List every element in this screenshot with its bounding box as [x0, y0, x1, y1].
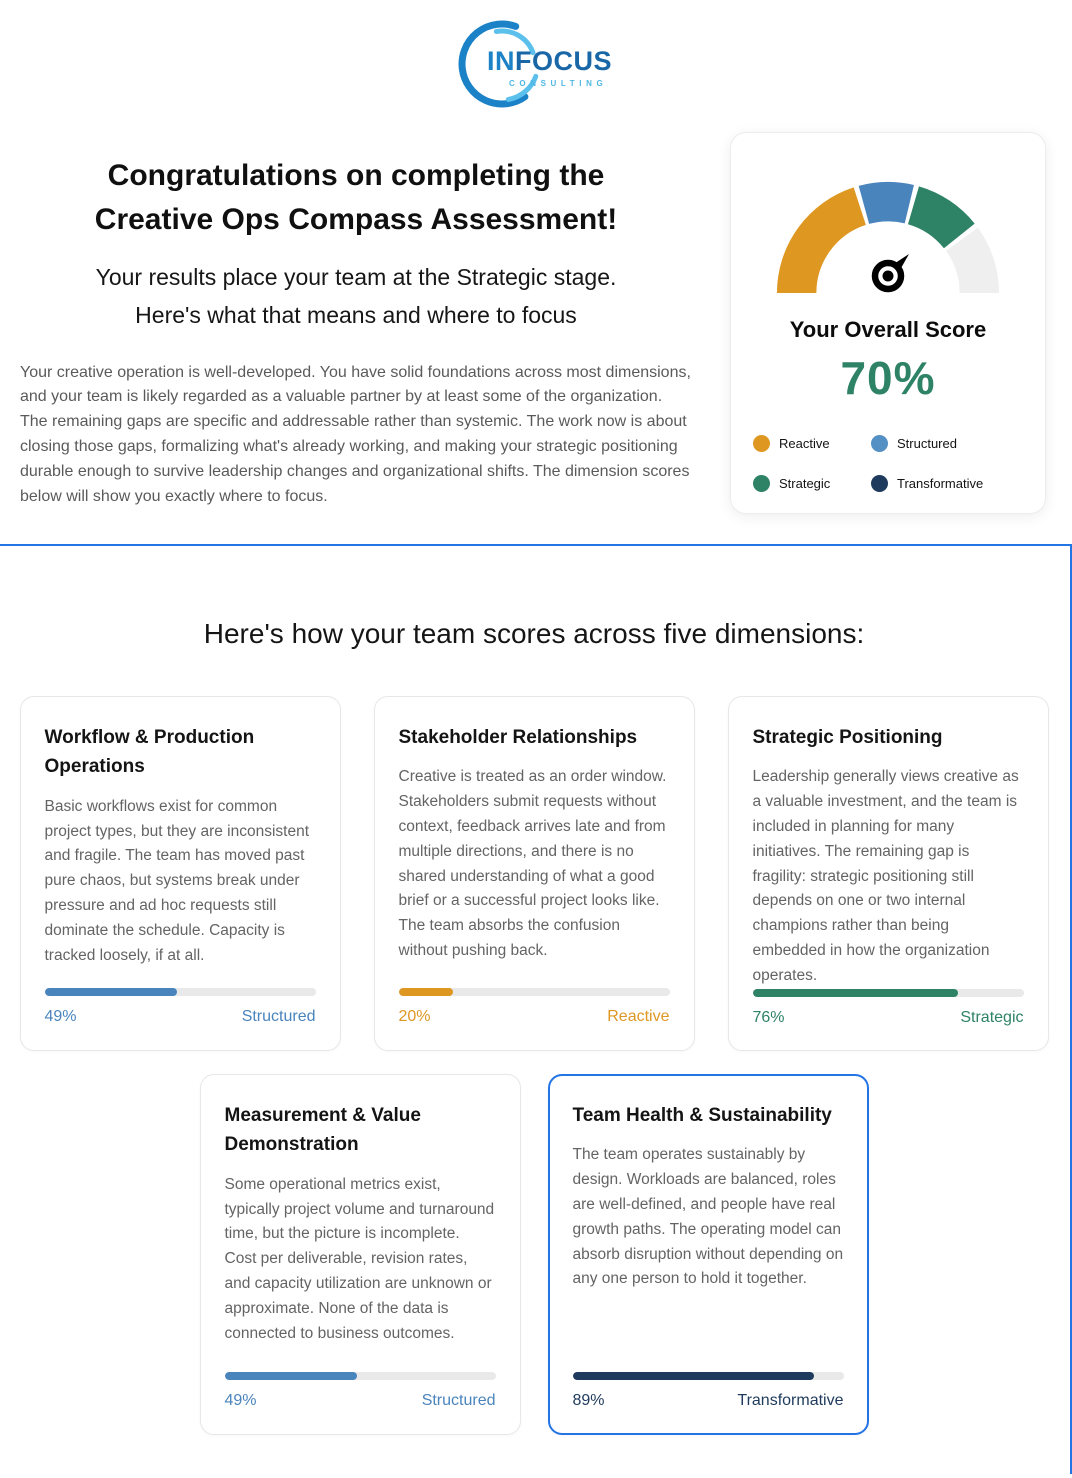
stage-subtitle	[20, 258, 692, 334]
progress-labels	[225, 1392, 496, 1410]
progress-fill	[225, 1372, 358, 1380]
stage-label: Structured	[421, 1392, 496, 1409]
score-gauge-box	[763, 167, 1013, 295]
legend-item-transformative	[871, 475, 1023, 492]
logo-tagline: CONSULTING	[509, 79, 608, 88]
legend-item-strategic	[753, 475, 871, 492]
stage-label: Structured	[241, 1008, 316, 1025]
score-card-title: Your Overall Score	[789, 317, 987, 342]
progress-track	[753, 989, 1024, 997]
score-percent: 20%	[398, 1008, 431, 1025]
progress-track	[399, 988, 670, 996]
logo-brand-focus: FOCUS	[515, 46, 612, 76]
score-percent: 49%	[44, 1008, 77, 1025]
progress-fill	[573, 1372, 814, 1380]
dimension-title: Strategic Positioning	[752, 727, 943, 748]
stage-label: Reactive	[607, 1008, 670, 1025]
legend-label: Reactive	[779, 436, 830, 451]
progress-fill	[399, 988, 453, 996]
stage-label: Transformative	[737, 1392, 844, 1409]
progress-track	[45, 988, 316, 996]
dimension-card-workflow	[20, 696, 341, 1051]
legend-label: Structured	[897, 436, 957, 451]
score-percent: 89%	[572, 1392, 605, 1409]
transformative-dot-icon	[871, 475, 888, 492]
dimension-title: Workflow & Production Operations	[44, 727, 255, 778]
stage-summary-paragraph: Your creative operation is well-developed. You have solid foundations across most dimensions, and your team is likely regarded as a valuable partner by at least some of the organization. The remaining gaps are specific and addressable rather than systemic. The work now is about closing those gaps, formalizing what's already working, and making your strategic positioning durable enough to survive leadership changes and organizational shifts. The dimension scores below will show you exactly where to focus.	[20, 363, 691, 505]
strategic-dot-icon	[753, 475, 770, 492]
dimension-score-block	[225, 1372, 496, 1410]
stage-subtitle-line1: Your results place your team at the Strategic stage.	[95, 264, 617, 291]
progress-track	[225, 1372, 496, 1380]
dimension-score-block	[753, 989, 1024, 1027]
progress-fill	[753, 989, 959, 997]
dimension-score-block	[573, 1372, 844, 1410]
dimension-title: Measurement & Value Demonstration	[224, 1105, 421, 1156]
dimensions-heading: Here's how your team scores across five dimensions:	[203, 618, 865, 649]
page-title	[20, 154, 692, 242]
stage-legend	[755, 435, 1021, 492]
dimension-description: Creative is treated as an order window. Stakeholders submit requests without context, feedback arrives late and from multiple directions, and there is no shared understanding of what a good brief or a successful project looks like. The team absorbs the confusion without pushing back.	[398, 768, 667, 960]
legend-item-reactive	[753, 435, 871, 452]
logo-wordmark	[487, 46, 612, 88]
infocus-logo	[456, 18, 616, 110]
progress-labels	[399, 1008, 670, 1026]
dimension-card-team-health	[548, 1074, 869, 1435]
dimensions-section	[0, 544, 1072, 1474]
legend-item-structured	[871, 435, 1023, 452]
dimension-score-block	[45, 988, 316, 1026]
score-percent: 49%	[224, 1392, 257, 1409]
compass-icon	[864, 249, 912, 297]
dimension-card-measurement	[200, 1074, 521, 1435]
page-header	[0, 0, 1072, 110]
dimension-description: Leadership generally views creative as a valuable investment, and the team is included in planning for many initiatives. The remaining gap is fragility: strategic positioning still depends on one or two internal champions rather than being embedded in how the organization operates.	[752, 768, 1019, 984]
structured-dot-icon	[871, 435, 888, 452]
dimension-card-strategic	[728, 696, 1049, 1051]
overall-score-value: 70%	[840, 352, 936, 404]
legend-label: Transformative	[897, 476, 984, 491]
dimension-description: Basic workflows exist for common project types, but they are inconsistent and fragile. The team has moved past pure chaos, but systems break under pressure and ad hoc requests still dominate the schedule. Capacity is tracked loosely, if at all.	[44, 797, 310, 964]
dimension-cards-row-1	[0, 696, 1070, 1051]
legend-label: Strategic	[779, 476, 831, 491]
progress-labels	[45, 1008, 316, 1026]
dimension-cards-row-2	[0, 1074, 1070, 1435]
stage-label: Strategic	[960, 1008, 1024, 1026]
dimension-card-stakeholder	[374, 696, 695, 1051]
progress-track	[573, 1372, 844, 1380]
logo-brand-in: IN	[487, 46, 515, 76]
dimension-title: Stakeholder Relationships	[398, 727, 638, 748]
dimension-description: Some operational metrics exist, typically project volume and turnaround time, but the picture is incomplete. Cost per deliverable, revision rates, and capacity utilization are unknown or approximate. None of the data is connected to business outcomes.	[224, 1175, 495, 1342]
score-percent: 76%	[752, 1008, 785, 1026]
results-hero	[0, 110, 1072, 514]
progress-fill	[45, 988, 178, 996]
stage-subtitle-line2: Here's what that means and where to focus	[135, 302, 577, 329]
dimension-description: The team operates sustainably by design. Workloads are balanced, roles are well-defined, and people have real growth paths. The operating model can absorb disruption without depending on any one person to hold it together.	[572, 1146, 844, 1288]
hero-text-column	[20, 132, 692, 509]
overall-score-card	[730, 132, 1046, 514]
reactive-dot-icon	[753, 435, 770, 452]
dimension-title: Team Health & Sustainability	[572, 1105, 832, 1126]
progress-labels	[573, 1392, 844, 1410]
page-title-line1: Congratulations on completing the	[107, 159, 605, 192]
progress-labels	[753, 1009, 1024, 1027]
page-title-line2: Creative Ops Compass Assessment!	[94, 203, 618, 237]
dimension-score-block	[399, 988, 670, 1026]
